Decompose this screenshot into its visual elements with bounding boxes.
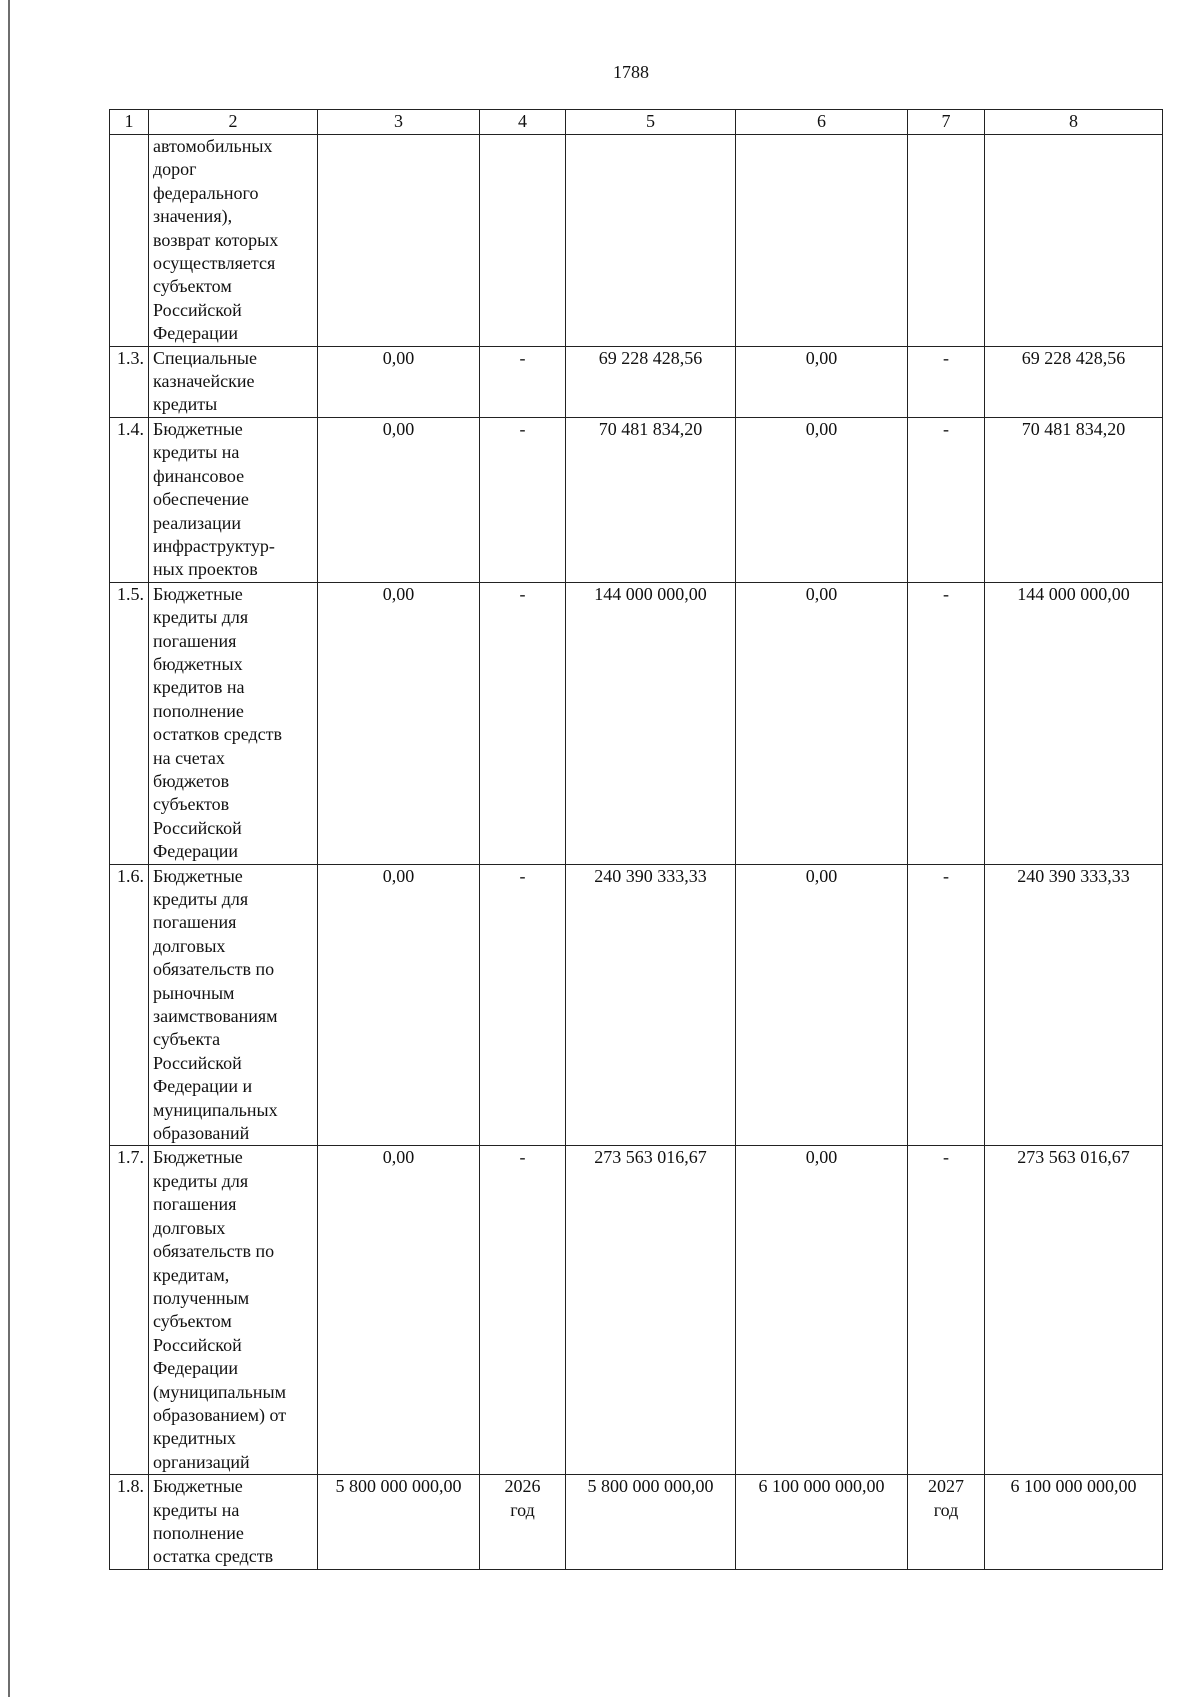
cell-col7 — [908, 1475, 985, 1570]
cell-col3: 0,00 — [318, 346, 480, 417]
cell-col4 — [480, 1475, 566, 1570]
cell-col6: 6 100 000 000,00 — [736, 1475, 908, 1570]
cell-col3: 0,00 — [318, 582, 480, 864]
table-row — [110, 1146, 1163, 1475]
row-number: 1.4. — [110, 417, 149, 582]
row-name-text: Бюджетные кредиты для погашения бюджетных кредитов на пополнение остатков средств на счетах бюджетов субъектов Российской Федерации — [153, 583, 282, 862]
column-header-1: 1 — [110, 110, 149, 135]
cell-col6: 0,00 — [736, 346, 908, 417]
row-name-text: Бюджетные кредиты на пополнение остатка средств — [153, 1476, 274, 1567]
table-row — [110, 1475, 1163, 1570]
column-header-6: 6 — [736, 110, 908, 135]
page-number: 1788 — [613, 62, 649, 82]
cell-col4: - — [480, 417, 566, 582]
table-row — [110, 346, 1163, 417]
cell-col8: 70 481 834,20 — [985, 417, 1163, 582]
cell-col7 — [908, 135, 985, 347]
cell-col5: 240 390 333,33 — [566, 864, 736, 1146]
budget-credits-table — [109, 109, 1163, 1570]
column-header-3: 3 — [318, 110, 480, 135]
row-name — [149, 1475, 318, 1570]
cell-col4 — [480, 135, 566, 347]
cell-col8: 240 390 333,33 — [985, 864, 1163, 1146]
scan-border-line — [8, 0, 10, 1697]
column-header-5: 5 — [566, 110, 736, 135]
cell-col5: 5 800 000 000,00 — [566, 1475, 736, 1570]
row-number: 1.7. — [110, 1146, 149, 1475]
row-number: 1.6. — [110, 864, 149, 1146]
row-name-text: Специальные казначейские кредиты — [153, 347, 257, 415]
table-row — [110, 135, 1163, 347]
cell-col3: 0,00 — [318, 864, 480, 1146]
cell-col3: 0,00 — [318, 417, 480, 582]
row-name-text: Бюджетные кредиты для погашения долговых обязательств по кредитам, полученным субъектом Российской Федерации (муниципальным образованием) от кредитных организаций — [153, 1147, 287, 1472]
cell-col5: 69 228 428,56 — [566, 346, 736, 417]
cell-col5: 70 481 834,20 — [566, 417, 736, 582]
row-name-text: Бюджетные кредиты на финансовое обеспечение реализации инфраструктур-ных проектов — [153, 418, 275, 580]
row-number: 1.8. — [110, 1475, 149, 1570]
column-header-2: 2 — [149, 110, 318, 135]
cell-col4: - — [480, 864, 566, 1146]
cell-col6: 0,00 — [736, 582, 908, 864]
cell-col3 — [318, 135, 480, 347]
cell-col7: - — [908, 1146, 985, 1475]
column-header-8: 8 — [985, 110, 1163, 135]
table-row — [110, 582, 1163, 864]
cell-col6: 0,00 — [736, 1146, 908, 1475]
column-header-4: 4 — [480, 110, 566, 135]
cell-col4: - — [480, 582, 566, 864]
column-number-header-row — [110, 110, 1163, 135]
cell-col7-text: 2027 год — [928, 1476, 964, 1520]
cell-col5: 144 000 000,00 — [566, 582, 736, 864]
cell-col5: 273 563 016,67 — [566, 1146, 736, 1475]
row-name — [149, 1146, 318, 1475]
cell-col7: - — [908, 417, 985, 582]
cell-col4-text: 2026 год — [504, 1476, 541, 1520]
cell-col7: - — [908, 582, 985, 864]
cell-col6: 0,00 — [736, 864, 908, 1146]
row-name-text: Бюджетные кредиты для погашения долговых обязательств по рыночным заимствованиям субъекта Российской Федерации и муниципальных образований — [153, 865, 278, 1144]
cell-col8: 6 100 000 000,00 — [985, 1475, 1163, 1570]
cell-col6: 0,00 — [736, 417, 908, 582]
cell-col8: 69 228 428,56 — [985, 346, 1163, 417]
row-name — [149, 582, 318, 864]
row-number: 1.3. — [110, 346, 149, 417]
cell-col6 — [736, 135, 908, 347]
cell-col4: - — [480, 346, 566, 417]
cell-col7: - — [908, 864, 985, 1146]
cell-col3: 5 800 000 000,00 — [318, 1475, 480, 1570]
cell-col8 — [985, 135, 1163, 347]
cell-col8: 144 000 000,00 — [985, 582, 1163, 864]
row-name — [149, 346, 318, 417]
cell-col4: - — [480, 1146, 566, 1475]
row-number: 1.5. — [110, 582, 149, 864]
cell-col8: 273 563 016,67 — [985, 1146, 1163, 1475]
table-row — [110, 417, 1163, 582]
row-number — [110, 135, 149, 347]
cell-col5 — [566, 135, 736, 347]
cell-col3: 0,00 — [318, 1146, 480, 1475]
row-name-text: автомобильных дорог федерального значения), возврат которых осуществляется субъектом Российской Федерации — [153, 136, 279, 344]
row-name — [149, 135, 318, 347]
column-header-7: 7 — [908, 110, 985, 135]
row-name — [149, 417, 318, 582]
cell-col7: - — [908, 346, 985, 417]
table-row — [110, 864, 1163, 1146]
row-name — [149, 864, 318, 1146]
